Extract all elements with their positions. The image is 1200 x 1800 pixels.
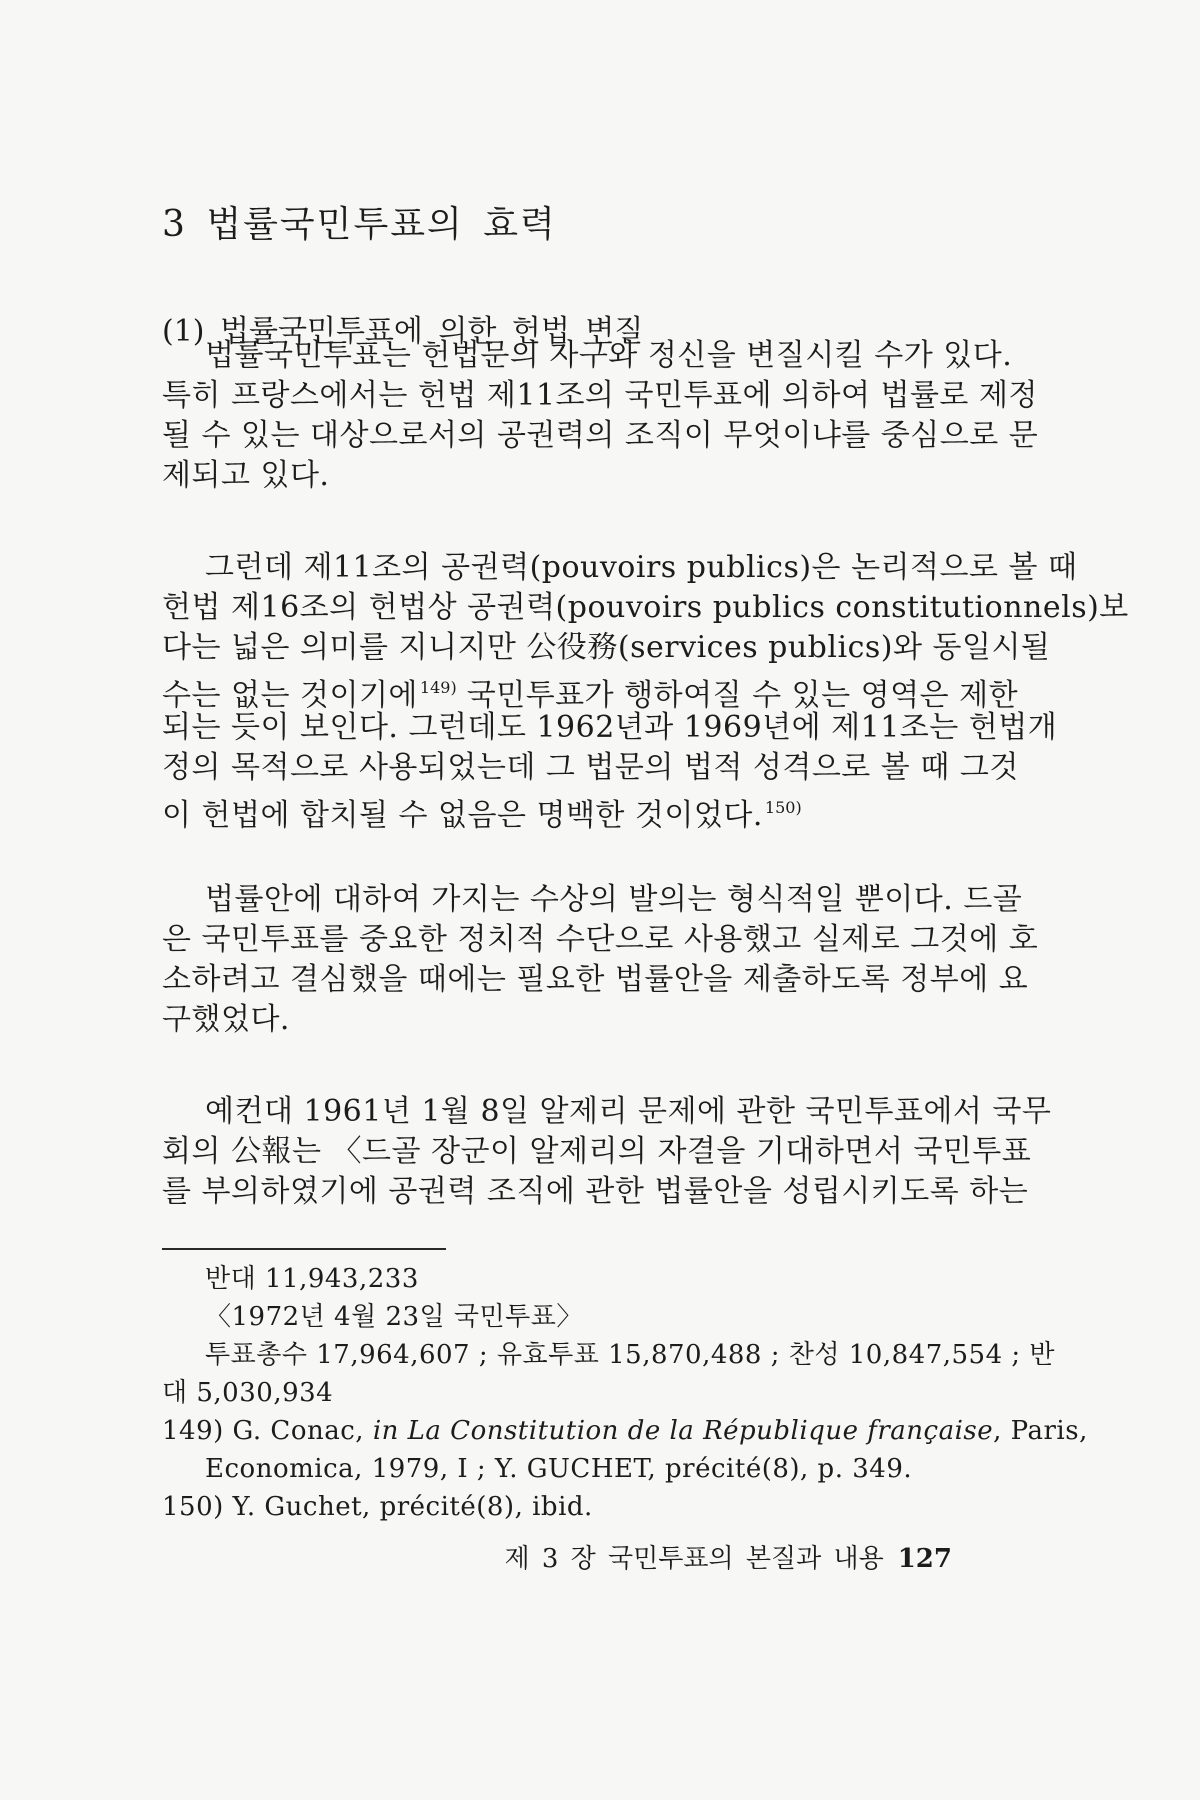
footnote-continuation: 대 5,030,934 (162, 1378, 334, 1408)
footnote-continuation: 〈1972년 4월 23일 국민투표〉 (205, 1302, 583, 1332)
body-line: 헌법 제16조의 헌법상 공권력(pouvoirs publics constitutionnels)보 (162, 590, 1129, 625)
body-line: 은 국민투표를 중요한 정치적 수단으로 사용했고 실제로 그것에 호 (162, 922, 1039, 957)
body-line: 특히 프랑스에서는 헌법 제11조의 국민투표에 의하여 법률로 제정 (162, 378, 1038, 413)
body-line: 그런데 제11조의 공권력(pouvoirs publics)은 논리적으로 볼 때 (205, 550, 1078, 585)
body-line: 제되고 있다. (162, 458, 330, 493)
body-line: 될 수 있는 대상으로서의 공권력의 조직이 무엇이냐를 중심으로 문 (162, 418, 1039, 453)
footnote-150: 150) Y. Guchet, précité(8), ibid. (162, 1492, 593, 1522)
footnote-continuation: 투표총수 17,964,607 ; 유효투표 15,870,488 ; 찬성 10,847,554 ; 반 (205, 1340, 1056, 1370)
footnote-149-continued: Economica, 1979, I ; Y. GUCHET, précité(8), p. 349. (205, 1454, 913, 1484)
subsection-title: (1) 법률국민투표에 의한 헌법 변질 (162, 314, 644, 349)
page-footer (504, 1538, 952, 1575)
page-number: 127 (897, 1544, 952, 1574)
footnote-separator (162, 1248, 446, 1250)
footnote-title: in La Constitution de la République française (372, 1416, 994, 1446)
footnote-number: 149) (162, 1416, 224, 1446)
footnote-number: 150) (162, 1492, 224, 1522)
body-line: 법률국민투표는 헌법문의 자구와 정신을 변질시킬 수가 있다. (205, 338, 1013, 373)
section-title: 3 법률국민투표의 효력 (162, 204, 557, 245)
body-line: 다는 넓은 의미를 지니지만 公役務(services publics)와 동일시될 (162, 630, 1051, 665)
body-line: 되는 듯이 보인다. 그런데도 1962년과 1969년에 제11조는 헌법개 (162, 710, 1058, 745)
footnote-continuation: 반대 11,943,233 (205, 1264, 419, 1294)
footnote-149: 149) G. Conac, in La Constitution de la République française, Paris, (162, 1416, 1088, 1446)
footnote-ref-150: 150) (764, 798, 802, 817)
body-line: 법률안에 대하여 가지는 수상의 발의는 형식적일 뿐이다. 드골 (205, 882, 1023, 917)
body-line: 회의 公報는 〈드골 장군이 알제리의 자결을 기대하면서 국민투표 (162, 1134, 1032, 1169)
body-line: 구했었다. (162, 1002, 290, 1037)
body-line: 를 부의하였기에 공권력 조직에 관한 법률안을 성립시키도록 하는 (162, 1174, 1029, 1209)
body-line: 수는 없는 것이기에 $^{149)}$ 국민투표가 행하여질 수 있는 영역은 제한 (162, 678, 1019, 713)
body-line: 정의 목적으로 사용되었는데 그 법문의 법적 성격으로 볼 때 그것 (162, 750, 1019, 785)
footnote-ref-149: 149) (419, 678, 457, 697)
body-line: 예컨대 1961년 1월 8일 알제리 문제에 관한 국민투표에서 국무 (205, 1094, 1052, 1129)
body-line: 이 헌법에 합치될 수 없음은 명백한 것이었다. $^{150)}$ (162, 798, 802, 833)
body-line: 소하려고 결심했을 때에는 필요한 법률안을 제출하도록 정부에 요 (162, 962, 1029, 997)
running-footer: 제 3 장 국민투표의 본질과 내용 (504, 1544, 884, 1574)
